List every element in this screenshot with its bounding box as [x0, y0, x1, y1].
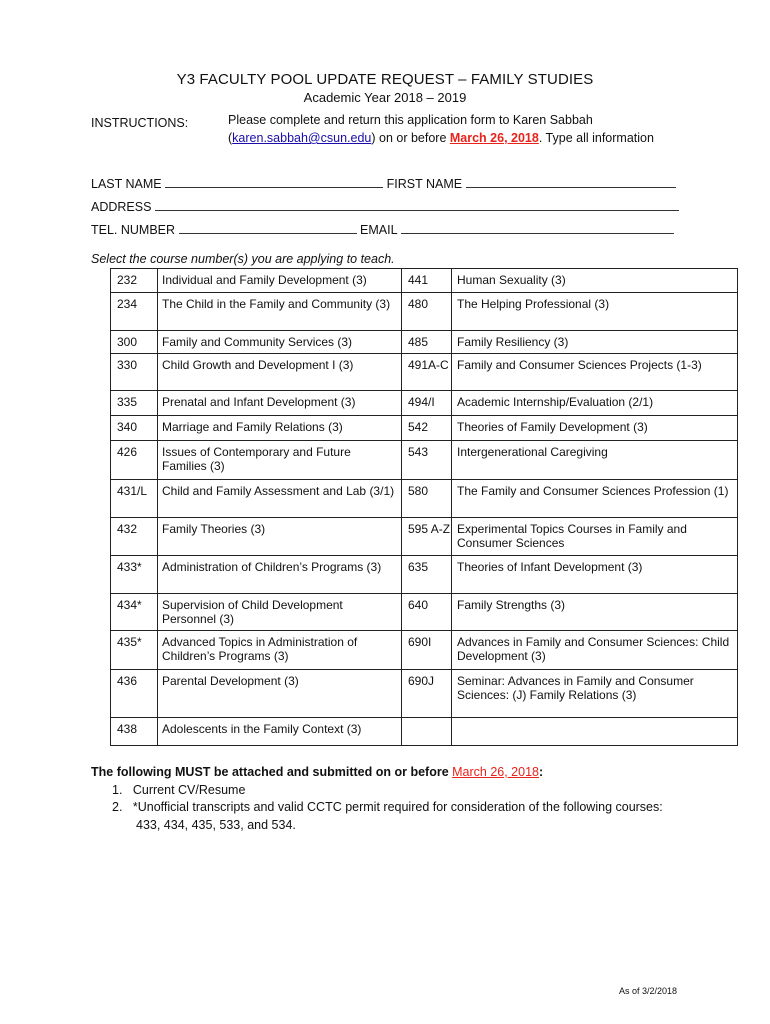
course-number: 595 A-Z [408, 522, 451, 536]
course-table [110, 268, 738, 746]
attachment-item-1 [112, 783, 245, 797]
course-row [111, 293, 738, 331]
course-row [111, 331, 738, 354]
course-row [111, 631, 738, 670]
course-number: 640 [408, 598, 429, 612]
email-open-paren: ( [228, 131, 233, 145]
course-title: The Family and Consumer Sciences Profession (1) [457, 484, 729, 498]
course-title-cell[interactable] [158, 354, 402, 391]
course-title: Seminar: Advances in Family and Consumer Sciences: (J) Family Relations (3) [457, 674, 694, 702]
course-number-cell[interactable] [402, 670, 452, 718]
course-row [111, 594, 738, 631]
course-number-cell[interactable] [111, 269, 158, 293]
course-title: Intergenerational Caregiving [457, 445, 608, 459]
course-title: Experimental Topics Courses in Family and Consumer Sciences [457, 522, 687, 550]
course-title: Theories of Family Development (3) [457, 420, 648, 434]
course-number-cell[interactable] [111, 331, 158, 354]
course-number: 580 [408, 484, 429, 498]
course-number-cell[interactable] [111, 670, 158, 718]
email-link[interactable]: karen.sabbah@csun.edu [232, 131, 372, 145]
course-row [111, 480, 738, 518]
course-title-cell[interactable] [452, 293, 738, 331]
course-title-cell[interactable] [158, 416, 402, 441]
course-row [111, 391, 738, 416]
course-number-cell[interactable] [111, 556, 158, 594]
course-title-cell[interactable] [452, 556, 738, 594]
email-field[interactable] [401, 222, 674, 234]
course-title: Issues of Contemporary and Future Families (3) [162, 445, 351, 473]
course-number: 485 [408, 335, 429, 349]
attachments-heading-text: The following MUST be attached and submitted on or before [91, 765, 453, 779]
course-title: Parental Development (3) [162, 674, 299, 688]
course-title: Adolescents in the Family Context (3) [162, 722, 362, 736]
course-title: Advances in Family and Consumer Sciences: Child Development (3) [457, 635, 730, 663]
course-row [111, 354, 738, 391]
course-title-cell[interactable] [452, 354, 738, 391]
course-number: 330 [117, 358, 138, 372]
select-course-note: Select the course number(s) you are applying to teach. [91, 252, 395, 266]
course-number-cell[interactable] [402, 518, 452, 556]
course-number: 542 [408, 420, 429, 434]
course-number-cell[interactable] [402, 441, 452, 480]
course-number: 431/L [117, 484, 148, 498]
course-title-cell[interactable] [452, 416, 738, 441]
course-number-cell[interactable] [402, 631, 452, 670]
course-title: Family and Community Services (3) [162, 335, 353, 349]
first-name-label: FIRST NAME [386, 177, 463, 191]
course-title-cell[interactable] [452, 331, 738, 354]
course-number: 635 [408, 560, 429, 574]
course-number-cell[interactable] [402, 556, 452, 594]
page-title: Y3 FACULTY POOL UPDATE REQUEST – FAMILY STUDIES [176, 71, 594, 88]
course-title-cell[interactable] [452, 441, 738, 480]
course-row [111, 416, 738, 441]
course-number-cell[interactable] [111, 441, 158, 480]
course-number: 234 [117, 297, 138, 311]
deadline-date: March 26, 2018 [449, 131, 539, 145]
course-title-cell[interactable] [158, 480, 402, 518]
course-number-cell[interactable] [402, 354, 452, 391]
course-number-cell[interactable] [111, 631, 158, 670]
course-number: 434* [117, 598, 142, 612]
course-title-cell[interactable] [452, 518, 738, 556]
course-number-cell[interactable] [111, 416, 158, 441]
tel-label: TEL. NUMBER [91, 223, 176, 237]
course-title: Human Sexuality (3) [457, 273, 566, 287]
footer-as-of-date: As of 3/2/2018 [619, 986, 678, 996]
instructions-label: INSTRUCTIONS: [91, 116, 189, 130]
course-number-cell[interactable] [111, 594, 158, 631]
course-title-cell[interactable] [158, 670, 402, 718]
address-field[interactable] [155, 199, 679, 211]
instructions-mid: ) on or before [371, 131, 450, 145]
course-title-cell[interactable] [158, 556, 402, 594]
course-number-cell[interactable] [402, 391, 452, 416]
course-number-cell[interactable] [402, 480, 452, 518]
course-number: 438 [117, 722, 138, 736]
course-title: Prenatal and Infant Development (3) [162, 395, 356, 409]
course-title-cell[interactable] [158, 631, 402, 670]
course-row [111, 441, 738, 480]
course-title: Marriage and Family Relations (3) [162, 420, 343, 434]
course-title-cell[interactable] [158, 441, 402, 480]
attachment-item-1-num: 1. [112, 783, 123, 797]
course-number-cell[interactable] [402, 331, 452, 354]
course-number: 441 [408, 273, 429, 287]
course-title: Family Theories (3) [162, 522, 266, 536]
course-row [111, 518, 738, 556]
course-title: Family and Consumer Sciences Projects (1-3) [457, 358, 702, 372]
course-title: The Helping Professional (3) [457, 297, 610, 311]
course-number-cell[interactable] [402, 594, 452, 631]
instructions-line-2 [228, 131, 654, 145]
address-label: ADDRESS [91, 200, 152, 214]
course-title-cell[interactable] [158, 718, 402, 746]
instructions-line-1: Please complete and return this application form to Karen Sabbah [228, 113, 593, 127]
course-number-cell[interactable] [402, 718, 452, 746]
course-title-cell[interactable] [452, 480, 738, 518]
course-number: 436 [117, 674, 138, 688]
course-title-cell[interactable] [158, 293, 402, 331]
course-number-cell[interactable] [111, 354, 158, 391]
first-name-field[interactable] [466, 176, 676, 188]
course-number: 480 [408, 297, 429, 311]
course-number: 335 [117, 395, 138, 409]
course-title-cell[interactable] [158, 391, 402, 416]
course-title: Family Resiliency (3) [457, 335, 569, 349]
course-title-cell[interactable] [158, 269, 402, 293]
attachment-item-2-text: *Unofficial transcripts and valid CCTC permit required for consideration of the following courses: [132, 800, 663, 814]
course-number: 690I [408, 635, 432, 649]
course-title-cell[interactable] [452, 594, 738, 631]
course-number: 232 [117, 273, 138, 287]
course-title-cell[interactable] [452, 391, 738, 416]
course-number: 426 [117, 445, 138, 459]
last-name-field[interactable] [165, 176, 383, 188]
course-number-cell[interactable] [111, 480, 158, 518]
course-number: 435* [117, 635, 142, 649]
course-row [111, 670, 738, 718]
attachment-item-2-continued: 433, 434, 435, 533, and 534. [136, 818, 296, 832]
course-title: Child and Family Assessment and Lab (3/1) [162, 484, 395, 498]
course-number-cell[interactable] [111, 518, 158, 556]
course-number: 543 [408, 445, 429, 459]
course-number: 340 [117, 420, 138, 434]
course-number: 432 [117, 522, 138, 536]
attachment-item-2 [112, 800, 663, 814]
course-number: 491A-C [408, 358, 449, 372]
course-title-cell[interactable] [158, 331, 402, 354]
course-row [111, 269, 738, 293]
course-title: The Child in the Family and Community (3) [162, 297, 391, 311]
course-number-cell[interactable] [402, 269, 452, 293]
course-number-cell[interactable] [402, 416, 452, 441]
contact-row [91, 222, 674, 237]
instructions-tail: . Type all information [538, 131, 654, 145]
address-row [91, 199, 679, 214]
page-subtitle: Academic Year 2018 – 2019 [303, 90, 467, 105]
course-title-cell[interactable] [452, 631, 738, 670]
course-number: 433* [117, 560, 142, 574]
course-number-cell[interactable] [111, 391, 158, 416]
course-number-cell[interactable] [111, 293, 158, 331]
course-row [111, 556, 738, 594]
email-label: EMAIL [360, 223, 398, 237]
course-number-cell[interactable] [402, 293, 452, 331]
attachments-deadline: March 26, 2018 [452, 765, 539, 779]
course-row [111, 718, 738, 746]
course-title-cell[interactable] [158, 594, 402, 631]
attachment-item-1-text: Current CV/Resume [132, 783, 246, 797]
course-title-cell[interactable] [452, 269, 738, 293]
course-title-cell[interactable] [452, 718, 738, 746]
course-number: 494/I [408, 395, 435, 409]
name-row [91, 176, 676, 191]
course-title: Administration of Children’s Programs (3) [162, 560, 382, 574]
course-title: Individual and Family Development (3) [162, 273, 367, 287]
course-title-cell[interactable] [158, 518, 402, 556]
course-title-cell[interactable] [452, 670, 738, 718]
tel-field[interactable] [179, 222, 357, 234]
course-title: Family Strengths (3) [457, 598, 566, 612]
attachment-item-2-num: 2. [112, 800, 123, 814]
course-number: 690J [408, 674, 435, 688]
course-number-cell[interactable] [111, 718, 158, 746]
course-title: Academic Internship/Evaluation (2/1) [457, 395, 654, 409]
last-name-label: LAST NAME [91, 177, 162, 191]
course-number: 300 [117, 335, 138, 349]
attachments-colon: : [538, 765, 544, 779]
attachments-heading [91, 765, 543, 779]
course-title: Child Growth and Development I (3) [162, 358, 354, 372]
course-title: Advanced Topics in Administration of Children’s Programs (3) [162, 635, 358, 663]
course-title: Supervision of Child Development Personnel (3) [162, 598, 343, 626]
course-title: Theories of Infant Development (3) [457, 560, 643, 574]
